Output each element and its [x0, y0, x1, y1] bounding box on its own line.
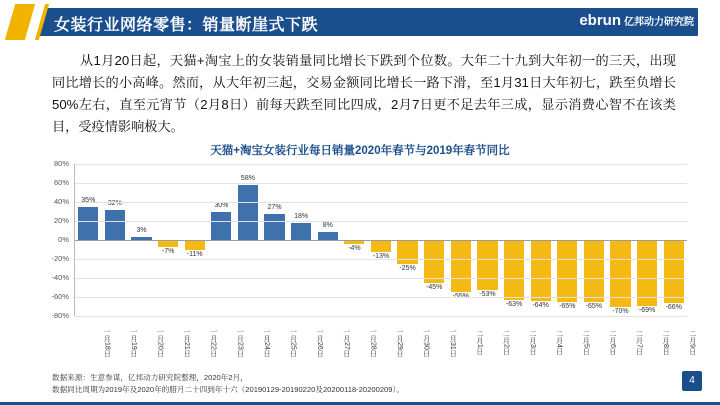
chart-x-tick-label: 一月28日: [369, 327, 377, 357]
chart-x-tick-label: 一月24日: [262, 327, 270, 357]
chart-data-label: -45%: [426, 283, 443, 291]
chart-bar[interactable]: [318, 232, 338, 240]
brand-mark: ebrun: [579, 12, 621, 29]
chart-data-label: -65%: [559, 302, 576, 310]
chart-gridline: [75, 240, 687, 241]
chart-x-tick-label: 一月23日: [236, 327, 244, 357]
chart-title: 天猫+淘宝女装行业每日销量2020年春节与2019年春节同比: [210, 145, 510, 157]
chart-bar[interactable]: [371, 240, 391, 252]
chart-data-label: -70%: [612, 307, 629, 315]
source-note-line2: 数据同比周期为2019年及2020年的腊月二十四到年十六（20190129-20190220及20200118-20200209）。: [52, 385, 404, 394]
chart-bar[interactable]: [451, 240, 471, 292]
chart-gridline: [75, 164, 687, 165]
chart-data-label: -69%: [638, 306, 656, 314]
body-paragraph: 从1月20日起，天猫+淘宝上的女装销量同比增长下跌到个位数。大年二十九到大年初一的三天，出现同比增长的小高峰。然而，从大年初三起，交易金额同比增长一路下滑，至1月31日大年初七，跌至负增长50%左右，直至元宵节（2月8日）前每天跌至同比四成，2月7日更不足去年三成，显示消费心智不在该类目，受疫情影响极大。: [52, 53, 676, 134]
chart-y-tick-label: 0%: [58, 235, 69, 244]
chart-gridline: [75, 316, 687, 317]
chart-bar[interactable]: [78, 207, 98, 240]
chart-x-tick-label: 一月20日: [156, 327, 164, 357]
chart-y-tick-label: -60%: [51, 292, 69, 301]
chart-data-label: -7%: [161, 247, 175, 255]
source-note: [52, 372, 652, 396]
chart-data-label: 27%: [267, 204, 282, 212]
chart-plot-area: [51, 159, 696, 357]
chart-x-tick-label: 一月22日: [209, 327, 217, 357]
page-title: 女装行业网络零售：销量断崖式下跌: [54, 17, 319, 34]
chart-x-tick-label: 二月5日: [582, 329, 590, 355]
chart-bar[interactable]: [531, 240, 551, 301]
chart-bar[interactable]: [504, 240, 524, 300]
chart-data-label: -11%: [186, 251, 203, 259]
chart-y-tick-label: -80%: [51, 311, 69, 320]
chart-data-label: -55%: [452, 293, 469, 301]
chart-data-label: -13%: [372, 253, 390, 261]
chart-bar[interactable]: [397, 240, 417, 264]
chart-x-tick-label: 二月9日: [688, 329, 696, 355]
chart-data-label: 58%: [240, 174, 255, 182]
chart-bar[interactable]: [211, 212, 231, 241]
chart-x-tick-label: 一月25日: [289, 327, 297, 357]
chart-y-tick-label: 80%: [53, 159, 69, 168]
chart-gridline: [75, 202, 687, 203]
chart-data-label: 8%: [322, 222, 333, 230]
chart-bar[interactable]: [477, 240, 497, 290]
chart-y-tick-label: 20%: [53, 216, 69, 225]
chart-bar[interactable]: [637, 240, 657, 306]
slide-header: [0, 0, 720, 42]
chart-data-label: -4%: [348, 244, 361, 252]
chart-x-tick-label: 一月18日: [103, 327, 111, 357]
chart-x-tick-label: 一月26日: [316, 327, 324, 357]
chart-x-tick-label: 一月27日: [342, 327, 350, 357]
chart-bar[interactable]: [424, 240, 444, 283]
chart-data-label: -65%: [585, 302, 603, 310]
chart-bar[interactable]: [105, 210, 125, 240]
chart-x-tick-label: 一月30日: [422, 327, 430, 357]
chart-x-tick-label: 二月7日: [635, 329, 643, 355]
chart-gridline: [75, 278, 687, 279]
chart-x-tick-label: 一月31日: [449, 327, 457, 357]
chart-data-label: 30%: [214, 201, 229, 209]
chart-y-tick-label: 60%: [53, 178, 69, 187]
chart-data-label: -53%: [479, 291, 496, 299]
chart-container: [22, 140, 698, 362]
chart-gridline: [75, 221, 687, 222]
chart-bar[interactable]: [238, 185, 258, 240]
chart-y-tick-label: 40%: [53, 197, 69, 206]
chart-data-label: 35%: [81, 196, 96, 204]
chart-bar[interactable]: [584, 240, 604, 302]
source-note-line1: 数据来源：生意参谋，亿邦动力研究院整理，2020年2月，: [52, 373, 248, 382]
chart-data-label: -64%: [532, 301, 549, 309]
chart-y-tick-label: -20%: [51, 254, 69, 263]
chart-bar[interactable]: [664, 240, 684, 303]
chart-x-tick-label: 二月3日: [529, 329, 537, 355]
chart-x-tick-label: 二月6日: [608, 329, 616, 355]
chart-x-tick-label: 二月2日: [502, 329, 510, 355]
chart-data-label: -66%: [665, 303, 682, 311]
chart-x-tick-label: 二月8日: [662, 329, 670, 355]
chart-data-label: 3%: [136, 227, 147, 235]
chart-x-tick-label: 一月19日: [129, 327, 137, 357]
chart-data-label: -63%: [505, 300, 523, 308]
brand-sub: 亿邦动力研究院: [624, 17, 694, 28]
chart-x-tick-label: 二月4日: [555, 329, 563, 355]
chart-data-label: -25%: [399, 264, 416, 272]
chart-x-tick-label: 一月21日: [183, 327, 191, 357]
chart-data-label: 32%: [107, 199, 122, 207]
chart-y-tick-label: -40%: [51, 273, 69, 282]
chart-bar[interactable]: [185, 240, 205, 250]
brand-logo: [579, 12, 694, 29]
chart-gridline: [75, 297, 687, 298]
chart-x-tick-label: 一月29日: [395, 327, 403, 357]
chart-gridline: [75, 259, 687, 260]
chart-x-tick-label: 二月1日: [475, 329, 483, 355]
chart-data-label: 18%: [294, 212, 309, 220]
chart-gridline: [75, 183, 687, 184]
chart-bar[interactable]: [557, 240, 577, 302]
page-number-badge: 4: [682, 371, 702, 391]
